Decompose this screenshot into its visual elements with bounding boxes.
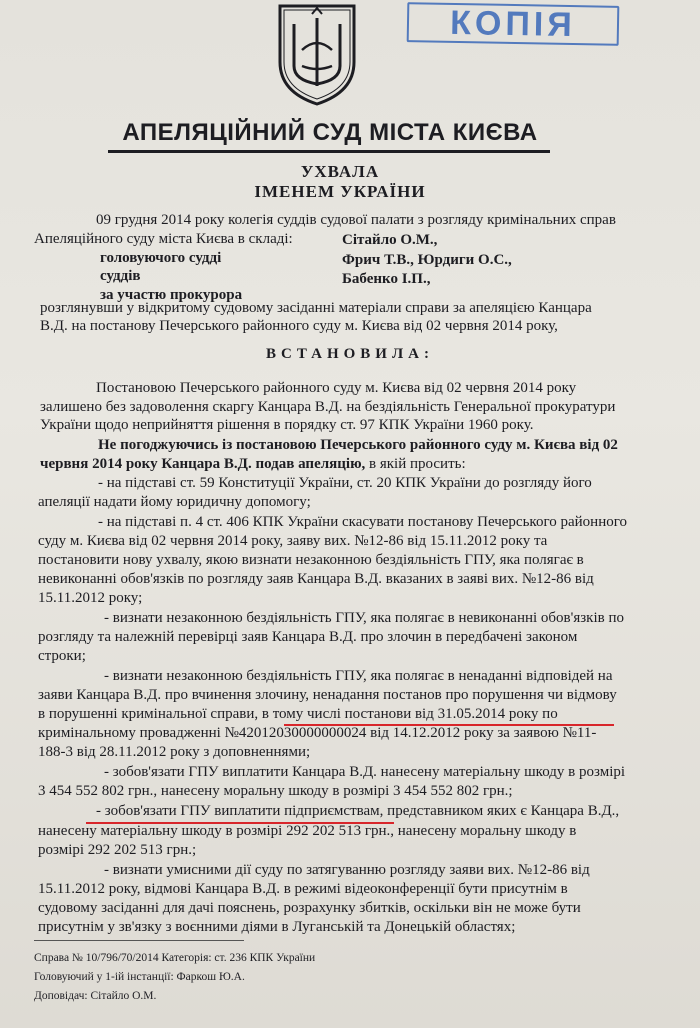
court-name: АПЕЛЯЦІЙНИЙ СУД МІСТА КИЄВА <box>122 119 538 146</box>
panel-name-judges: Фрич Т.В., Юрдиги О.С., <box>342 252 512 268</box>
footer-case-number: Справа № 10/796/70/2014 Категорія: ст. 236 КПК України <box>34 952 316 964</box>
item-line: кримінальному провадженні №42012030000000024 від 14.12.2012 року за заявою №11- <box>38 725 597 741</box>
established-heading: ВСТАНОВИЛА: <box>266 346 434 362</box>
footer-first-instance-judge: Головуючий у 1-ій інстанції: Фаркош Ю.А. <box>34 971 245 983</box>
footer-divider <box>34 940 244 941</box>
paragraph-2-line-1: Не погоджуючись із постановою Печерського районного суду м. Києва від 02 <box>98 437 618 453</box>
coat-of-arms-icon <box>272 0 362 108</box>
item-line: 15.11.2012 року; <box>38 590 143 606</box>
item-line: в порушенні кримінальної справи, в тому числі постанови від 31.05.2014 року по <box>38 706 558 722</box>
copy-stamp: КОПІЯ <box>407 2 620 46</box>
item-line: розмірі 292 202 513 грн.; <box>38 842 197 858</box>
item-line: - зобов'язати ГПУ виплатити підприємствам, представником яких є Канцара В.Д., <box>96 803 620 819</box>
footer-rapporteur: Доповідач: Сітайло О.М. <box>34 990 157 1002</box>
considered-line-2: В.Д. на постанову Печерського районного суду м. Києва від 02 червня 2014 року, <box>40 318 558 334</box>
item-line: суду м. Києва від 02 червня 2014 року, заяву вих. №12-86 від 15.11.2012 року та <box>38 533 548 549</box>
item-line: присутнім у зв'язку з воєнними діями в Луганській та Донецькій областях; <box>38 919 516 935</box>
item-line: заяви Канцара В.Д. про вчинення злочину, ненадання постанов про порушення чи відмову <box>38 687 617 703</box>
paragraph-2-line-2 <box>40 456 466 473</box>
paragraph-2-bold-text: червня 2014 року Канцара В.Д. подав апеляцію, <box>40 456 366 472</box>
item-line: - зобов'язати ГПУ виплатити Канцара В.Д. нанесену матеріальну шкоду в розмірі <box>104 764 626 780</box>
item-line: 15.11.2012 року, відмові Канцара В.Д. в режимі відеоконференції бути присутнім в <box>38 881 568 897</box>
item-line: нанесену матеріальну шкоду в розмірі 292 202 513 грн., нанесену моральну шкоду в <box>38 823 577 839</box>
document-subtitle: ІМЕНЕМ УКРАЇНИ <box>254 182 426 201</box>
item-line: строки; <box>38 648 86 664</box>
panel-role-presiding: головуючого судді <box>100 250 222 266</box>
document-type: УХВАЛА <box>300 162 380 181</box>
item-line: - на підставі ст. 59 Конституції України, ст. 20 КПК України до розгляду його <box>98 475 592 491</box>
item-line: - визнати умисними дії суду по затягуванню розгляду заяви вих. №12-86 від <box>104 862 590 878</box>
paragraph-1-line-2: залишено без задоволення скаргу Канцара В.Д. на бездіяльність Генеральної прокуратури <box>40 399 616 415</box>
paragraph-1-line-1: Постановою Печерського районного суду м. Києва від 02 червня 2014 року <box>96 380 577 396</box>
item-line: - на підставі п. 4 ст. 406 КПК України скасувати постанову Печерського районного <box>98 514 627 530</box>
item-line: невиконанні обов'язків по розгляду заяв Канцара В.Д. вказаних в заяві вих. №12-86 від <box>38 571 594 587</box>
item-line: - визнати незаконною бездіяльність ГПУ, яка полягає в ненаданні відповідей на <box>104 668 613 684</box>
court-underline <box>108 150 550 153</box>
paragraph-2-rest-text: в якій просить: <box>365 456 466 472</box>
panel-name-prosecutor: Бабенко І.П., <box>342 271 431 287</box>
item-line: розгляду та належній перевірці заяв Канцара В.Д. про злочин в передбачені законом <box>38 629 578 645</box>
intro-line-2: Апеляційного суду міста Києва в складі: <box>34 231 293 247</box>
paragraph-1-line-3: України щодо неприйняття рішення в порядку ст. 97 КПК України 1960 року. <box>40 417 534 433</box>
item-line: - визнати незаконною бездіяльність ГПУ, яка полягає в невиконанні обов'язків по <box>104 610 624 626</box>
item-line: 3 454 552 802 грн., нанесену моральну шкоду в розмірі 3 454 552 802 грн.; <box>38 783 513 799</box>
item-line: судовому засіданні для дачі пояснень, розрахунку збитків, оскільки він не може бути <box>38 900 581 916</box>
intro-line-1: 09 грудня 2014 року колегія суддів судової палати з розгляду кримінальних справ <box>96 212 616 228</box>
considered-line-1: розглянувши у відкритому судовому засіданні матеріали справи за апеляцією Канцара <box>40 300 592 316</box>
panel-name-presiding: Сітайло О.М., <box>342 232 438 248</box>
panel-role-judges: суддів <box>100 268 141 284</box>
item-line: постановити нову ухвалу, якою визнати незаконною бездіяльність ГПУ, яка полягає в <box>38 552 584 568</box>
panel-role-prosecutor: за участю прокурора <box>100 287 243 303</box>
item-line: апеляції надати йому юридичну допомогу; <box>38 494 311 510</box>
item-line: 188-3 від 28.11.2012 року з доповненнями; <box>38 744 311 760</box>
